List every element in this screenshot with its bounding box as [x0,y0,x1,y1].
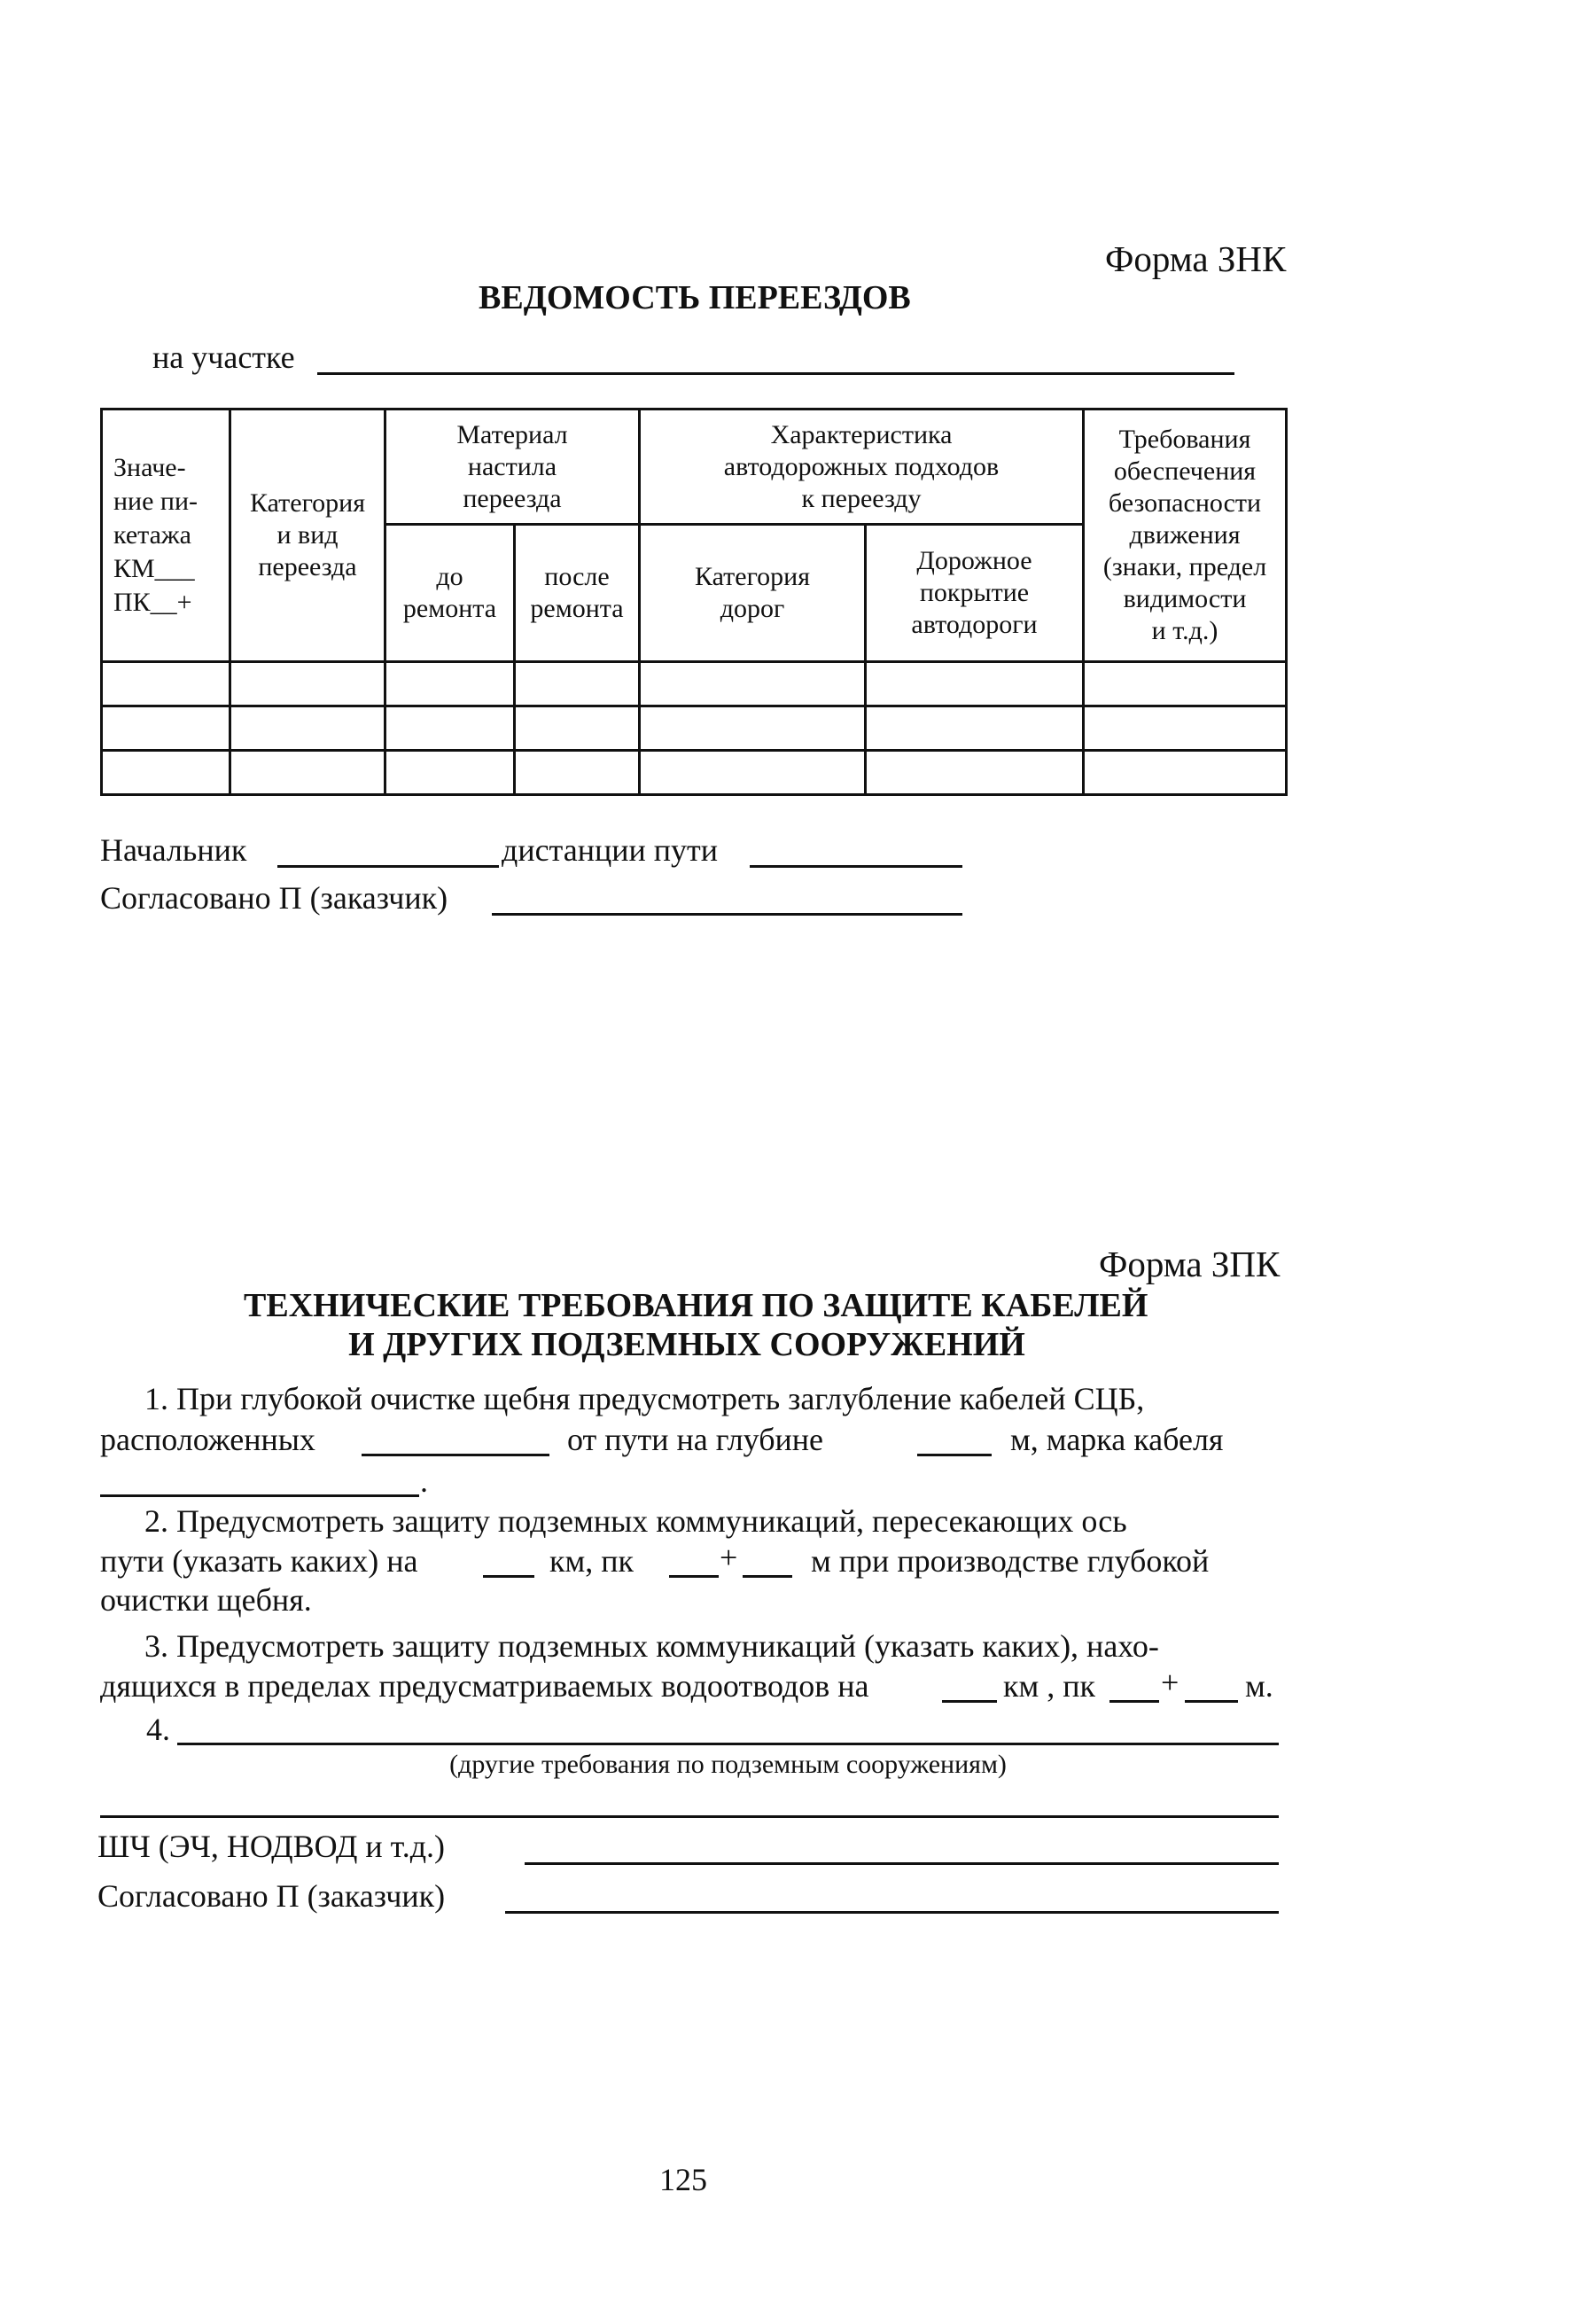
header-material-before-text: до ремонта [402,562,497,623]
section-blank[interactable] [317,372,1234,375]
crossings-table [100,408,1288,796]
form-code-znk: Форма ЗНК [1105,238,1287,279]
item1-line1: 1. При глубокой очистке щебня предусмотреть заглубление кабелей СЦБ, [144,1381,1145,1416]
table-cell[interactable] [230,751,385,795]
item2-line3: очистки щебня. [100,1582,312,1618]
item2-plus-blank[interactable] [743,1575,792,1578]
table-cell[interactable] [515,751,640,795]
page-title-crossings: ВЕДОМОСТЬ ПЕРЕЕЗДОВ [479,279,911,316]
item3-plus-blank[interactable] [1185,1700,1238,1703]
header-picket-text: Значе- ние пи- кетажа КМ___ ПК__+ [113,453,199,617]
table-cell[interactable] [230,706,385,751]
table-cell[interactable] [102,706,230,751]
table-cell[interactable] [385,662,515,706]
item3-l2-d: м. [1245,1668,1273,1704]
item1-end: . [420,1463,428,1499]
shch-blank[interactable] [525,1862,1279,1865]
header-material-text: Материал настила переезда [456,419,568,513]
approved-label-1: Согласовано П (заказчик) [100,880,448,916]
item2-l2-b: км, пк [549,1543,635,1579]
table-cell[interactable] [385,751,515,795]
item4-extra-blank[interactable] [100,1815,1279,1818]
item1-cable-blank[interactable] [100,1494,419,1497]
page-number: 125 [659,2162,707,2197]
item3-l2-c: + [1161,1665,1179,1700]
table-cell[interactable] [640,706,866,751]
table-cell[interactable] [866,751,1084,795]
item4-caption: (другие требования по подземным сооружениям) [449,1750,1007,1779]
approved-blank-1[interactable] [492,913,962,916]
item3-l2-a: дящихся в пределах предусматриваемых водоотводов на [100,1668,869,1704]
table-row [102,751,1287,795]
header-category [230,410,385,662]
table-cell[interactable] [230,662,385,706]
header-material-before [385,525,515,662]
table-cell[interactable] [1084,662,1287,706]
header-category-text: Категория и вид переезда [250,488,365,581]
table-cell[interactable] [515,706,640,751]
table-cell[interactable] [102,751,230,795]
header-road-surface [866,525,1084,662]
item3-line1: 3. Предусмотреть защиту подземных коммуникаций (указать каких), нахо- [144,1628,1159,1664]
page-title-cables-1: ТЕХНИЧЕСКИЕ ТРЕБОВАНИЯ ПО ЗАЩИТЕ КАБЕЛЕЙ [244,1287,1148,1324]
item2-l2-c: + [720,1540,738,1575]
header-material-after [515,525,640,662]
approved-blank-2[interactable] [505,1911,1279,1914]
distance-label: дистанции пути [502,832,719,868]
table-cell[interactable] [640,662,866,706]
table-row [102,706,1287,751]
item2-l2-d: м при производстве глубокой [811,1543,1210,1579]
header-road-surface-text: Дорожное покрытие автодороги [911,546,1038,639]
item2-l2-a: пути (указать каких) на [100,1543,418,1579]
header-safety-text: Требования обеспечения безопасности движения (знаки, предел видимости и т.д.) [1102,425,1267,645]
item1-l2-b: от пути на глубине [567,1422,824,1457]
shch-label: ШЧ (ЭЧ, НОДВОД и т.д.) [97,1829,445,1864]
table-cell[interactable] [102,662,230,706]
item2-km-blank[interactable] [483,1575,534,1578]
table-cell[interactable] [640,751,866,795]
header-road-text: Характеристика автодорожных подходов к переезду [723,419,1000,513]
distance-blank[interactable] [750,865,962,868]
header-material-after-text: после ремонта [530,562,624,623]
table-cell[interactable] [385,706,515,751]
table-cell[interactable] [866,706,1084,751]
item1-depth-blank[interactable] [917,1454,992,1456]
page-title-cables-2: И ДРУГИХ ПОДЗЕМНЫХ СООРУЖЕНИЙ [348,1326,1025,1363]
item4-blank[interactable] [177,1743,1279,1745]
item4-number: 4. [146,1712,170,1747]
chief-label: Начальник [100,832,247,868]
item2-line1: 2. Предусмотреть защиту подземных коммуникаций, пересекающих ось [144,1503,1127,1539]
section-label: на участке [152,339,295,375]
chief-blank[interactable] [277,865,499,868]
item2-pk-blank[interactable] [669,1575,719,1578]
approved-label-2: Согласовано П (заказчик) [97,1878,446,1914]
table-row [102,662,1287,706]
item1-location-blank[interactable] [362,1454,549,1456]
header-road [640,410,1084,525]
item3-pk-blank[interactable] [1109,1700,1159,1703]
header-safety [1084,410,1287,662]
header-picket [102,410,230,662]
header-material [385,410,640,525]
form-code-zpk: Форма ЗПК [1099,1244,1281,1284]
item3-l2-b: км , пк [1003,1668,1096,1704]
table-cell[interactable] [515,662,640,706]
item3-km-blank[interactable] [942,1700,997,1703]
table-cell[interactable] [1084,706,1287,751]
table-cell[interactable] [1084,751,1287,795]
header-road-category [640,525,866,662]
item1-l2-c: м, марка кабеля [1010,1422,1224,1457]
table-cell[interactable] [866,662,1084,706]
item1-l2-a: расположенных [100,1422,315,1457]
header-road-category-text: Категория дорог [695,562,810,623]
